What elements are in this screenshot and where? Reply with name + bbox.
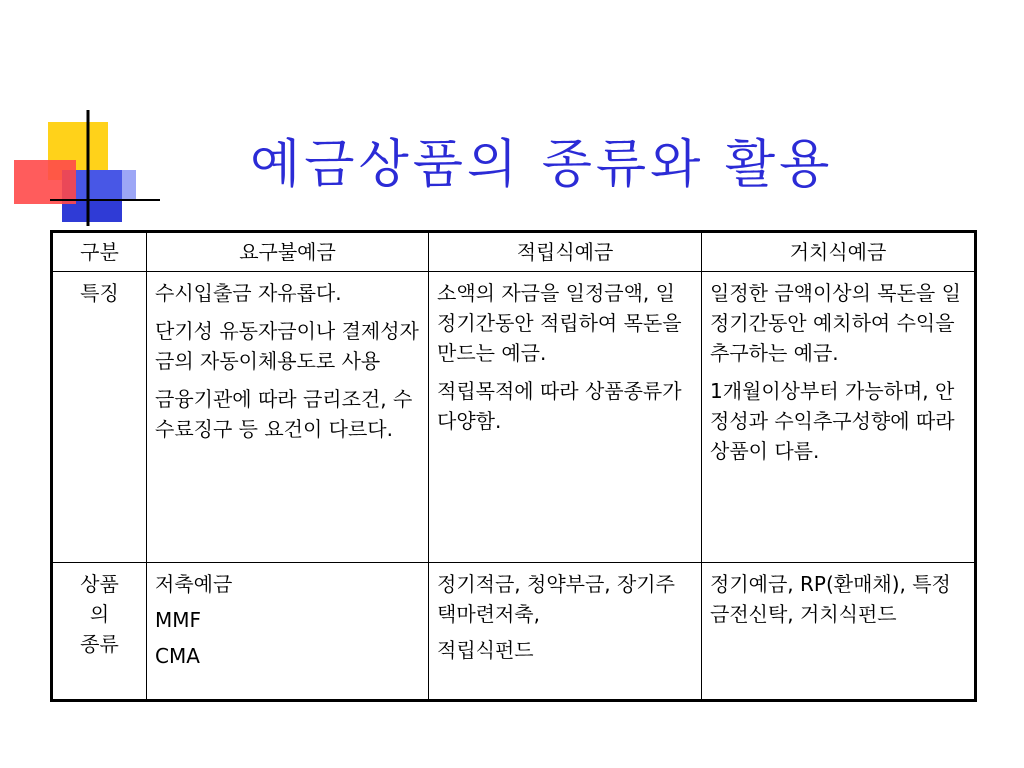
cell-text: 적립식펀드 <box>437 638 534 662</box>
row-label-line: 종류 <box>80 632 119 656</box>
cell-text: 적립목적에 따라 상품종류가 다양함. <box>437 379 682 433</box>
cell-text: MMF <box>155 608 202 632</box>
cell-text: 저축예금 <box>155 572 233 596</box>
header-demand-deposit: 요구불예금 <box>147 232 429 272</box>
table-row <box>52 563 976 701</box>
cell-text: 소액의 자금을 일정금액, 일정기간동안 적립하여 목돈을 만드는 예금. <box>437 281 682 365</box>
deposit-products-table <box>50 230 977 702</box>
cell-text: CMA <box>155 644 200 668</box>
cell-text: 정기예금, RP(환매채), 특정금전신탁, 거치식펀드 <box>710 572 951 626</box>
header-category: 구분 <box>52 232 147 272</box>
header-time-deposit: 거치식예금 <box>702 232 976 272</box>
row-label-product-types <box>52 563 147 701</box>
cell-time-products <box>702 563 976 701</box>
cell-time-features <box>702 272 976 563</box>
cell-installment-features <box>429 272 702 563</box>
cell-text: 단기성 유동자금이나 결제성자금의 자동이체용도로 사용 <box>155 319 419 373</box>
cell-text: 정기적금, 청약부금, 장기주택마련저축, <box>437 572 675 626</box>
cell-text: 1개월이상부터 가능하며, 안정성과 수익추구성향에 따라 상품이 다름. <box>710 379 955 463</box>
table-header-row <box>52 232 976 272</box>
cell-text: 수시입출금 자유롭다. <box>155 281 342 305</box>
decorative-logo <box>0 0 160 230</box>
row-label-features: 특징 <box>52 272 147 563</box>
row-label-line: 의 <box>89 602 110 626</box>
slide-title: 예금상품의 종류와 활용 <box>250 135 834 195</box>
cell-text: 금융기관에 따라 금리조건, 수수료징구 등 요건이 다르다. <box>155 387 413 441</box>
cell-demand-products <box>147 563 429 701</box>
header-installment-deposit: 적립식예금 <box>429 232 702 272</box>
row-label-line: 상품 <box>80 572 119 596</box>
cell-text: 일정한 금액이상의 목돈을 일정기간동안 예치하여 수익을 추구하는 예금. <box>710 281 961 365</box>
cell-demand-features <box>147 272 429 563</box>
cell-installment-products <box>429 563 702 701</box>
table-row <box>52 272 976 563</box>
